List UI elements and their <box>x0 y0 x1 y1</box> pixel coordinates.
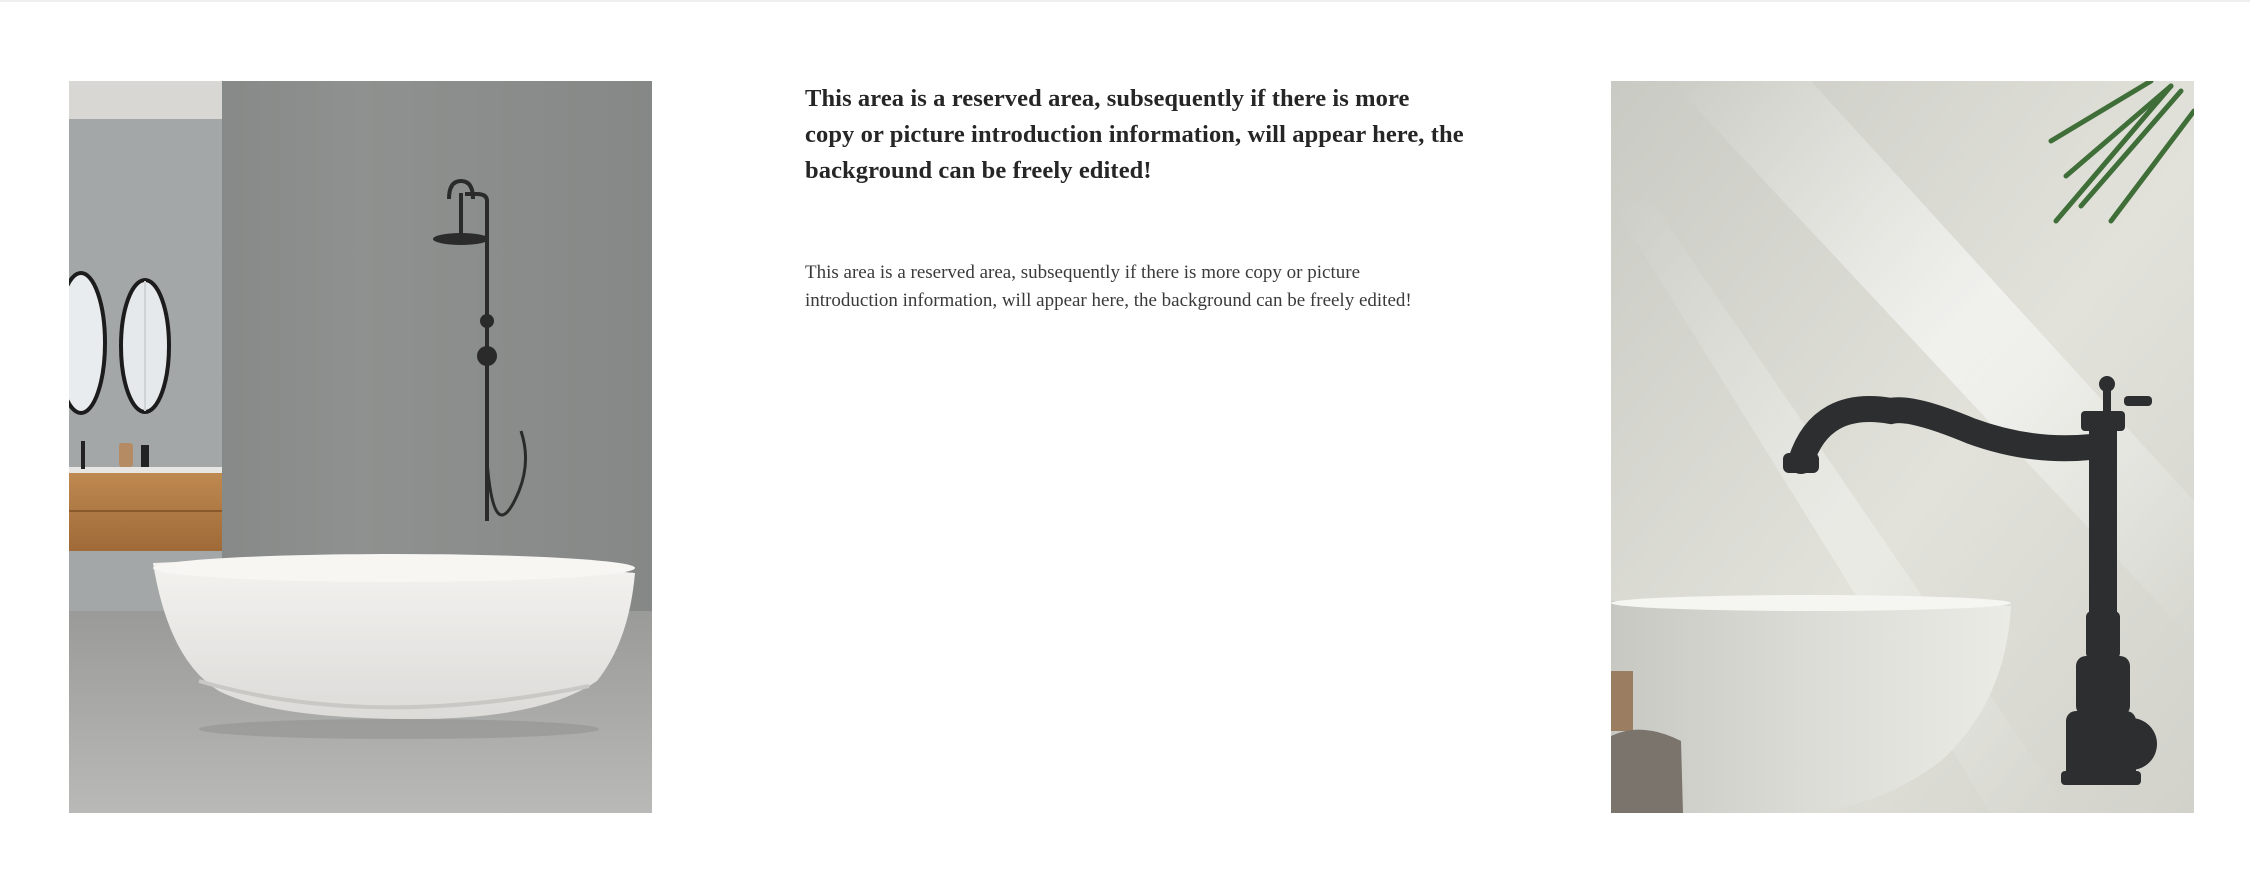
feature-text-block <box>805 81 1465 315</box>
bathtub-illustration <box>69 81 652 813</box>
bathtub-image <box>69 81 652 813</box>
feature-heading: This area is a reserved area, subsequently if there is more copy or picture introduction information, will appear here, the background can be freely edited! <box>805 85 1464 184</box>
feature-description: This area is a reserved area, subsequently if there is more copy or picture introduction information, will appear here, the background can be freely edited! <box>805 262 1412 311</box>
faucet-image <box>1611 81 2194 813</box>
faucet-illustration <box>1611 81 2194 813</box>
